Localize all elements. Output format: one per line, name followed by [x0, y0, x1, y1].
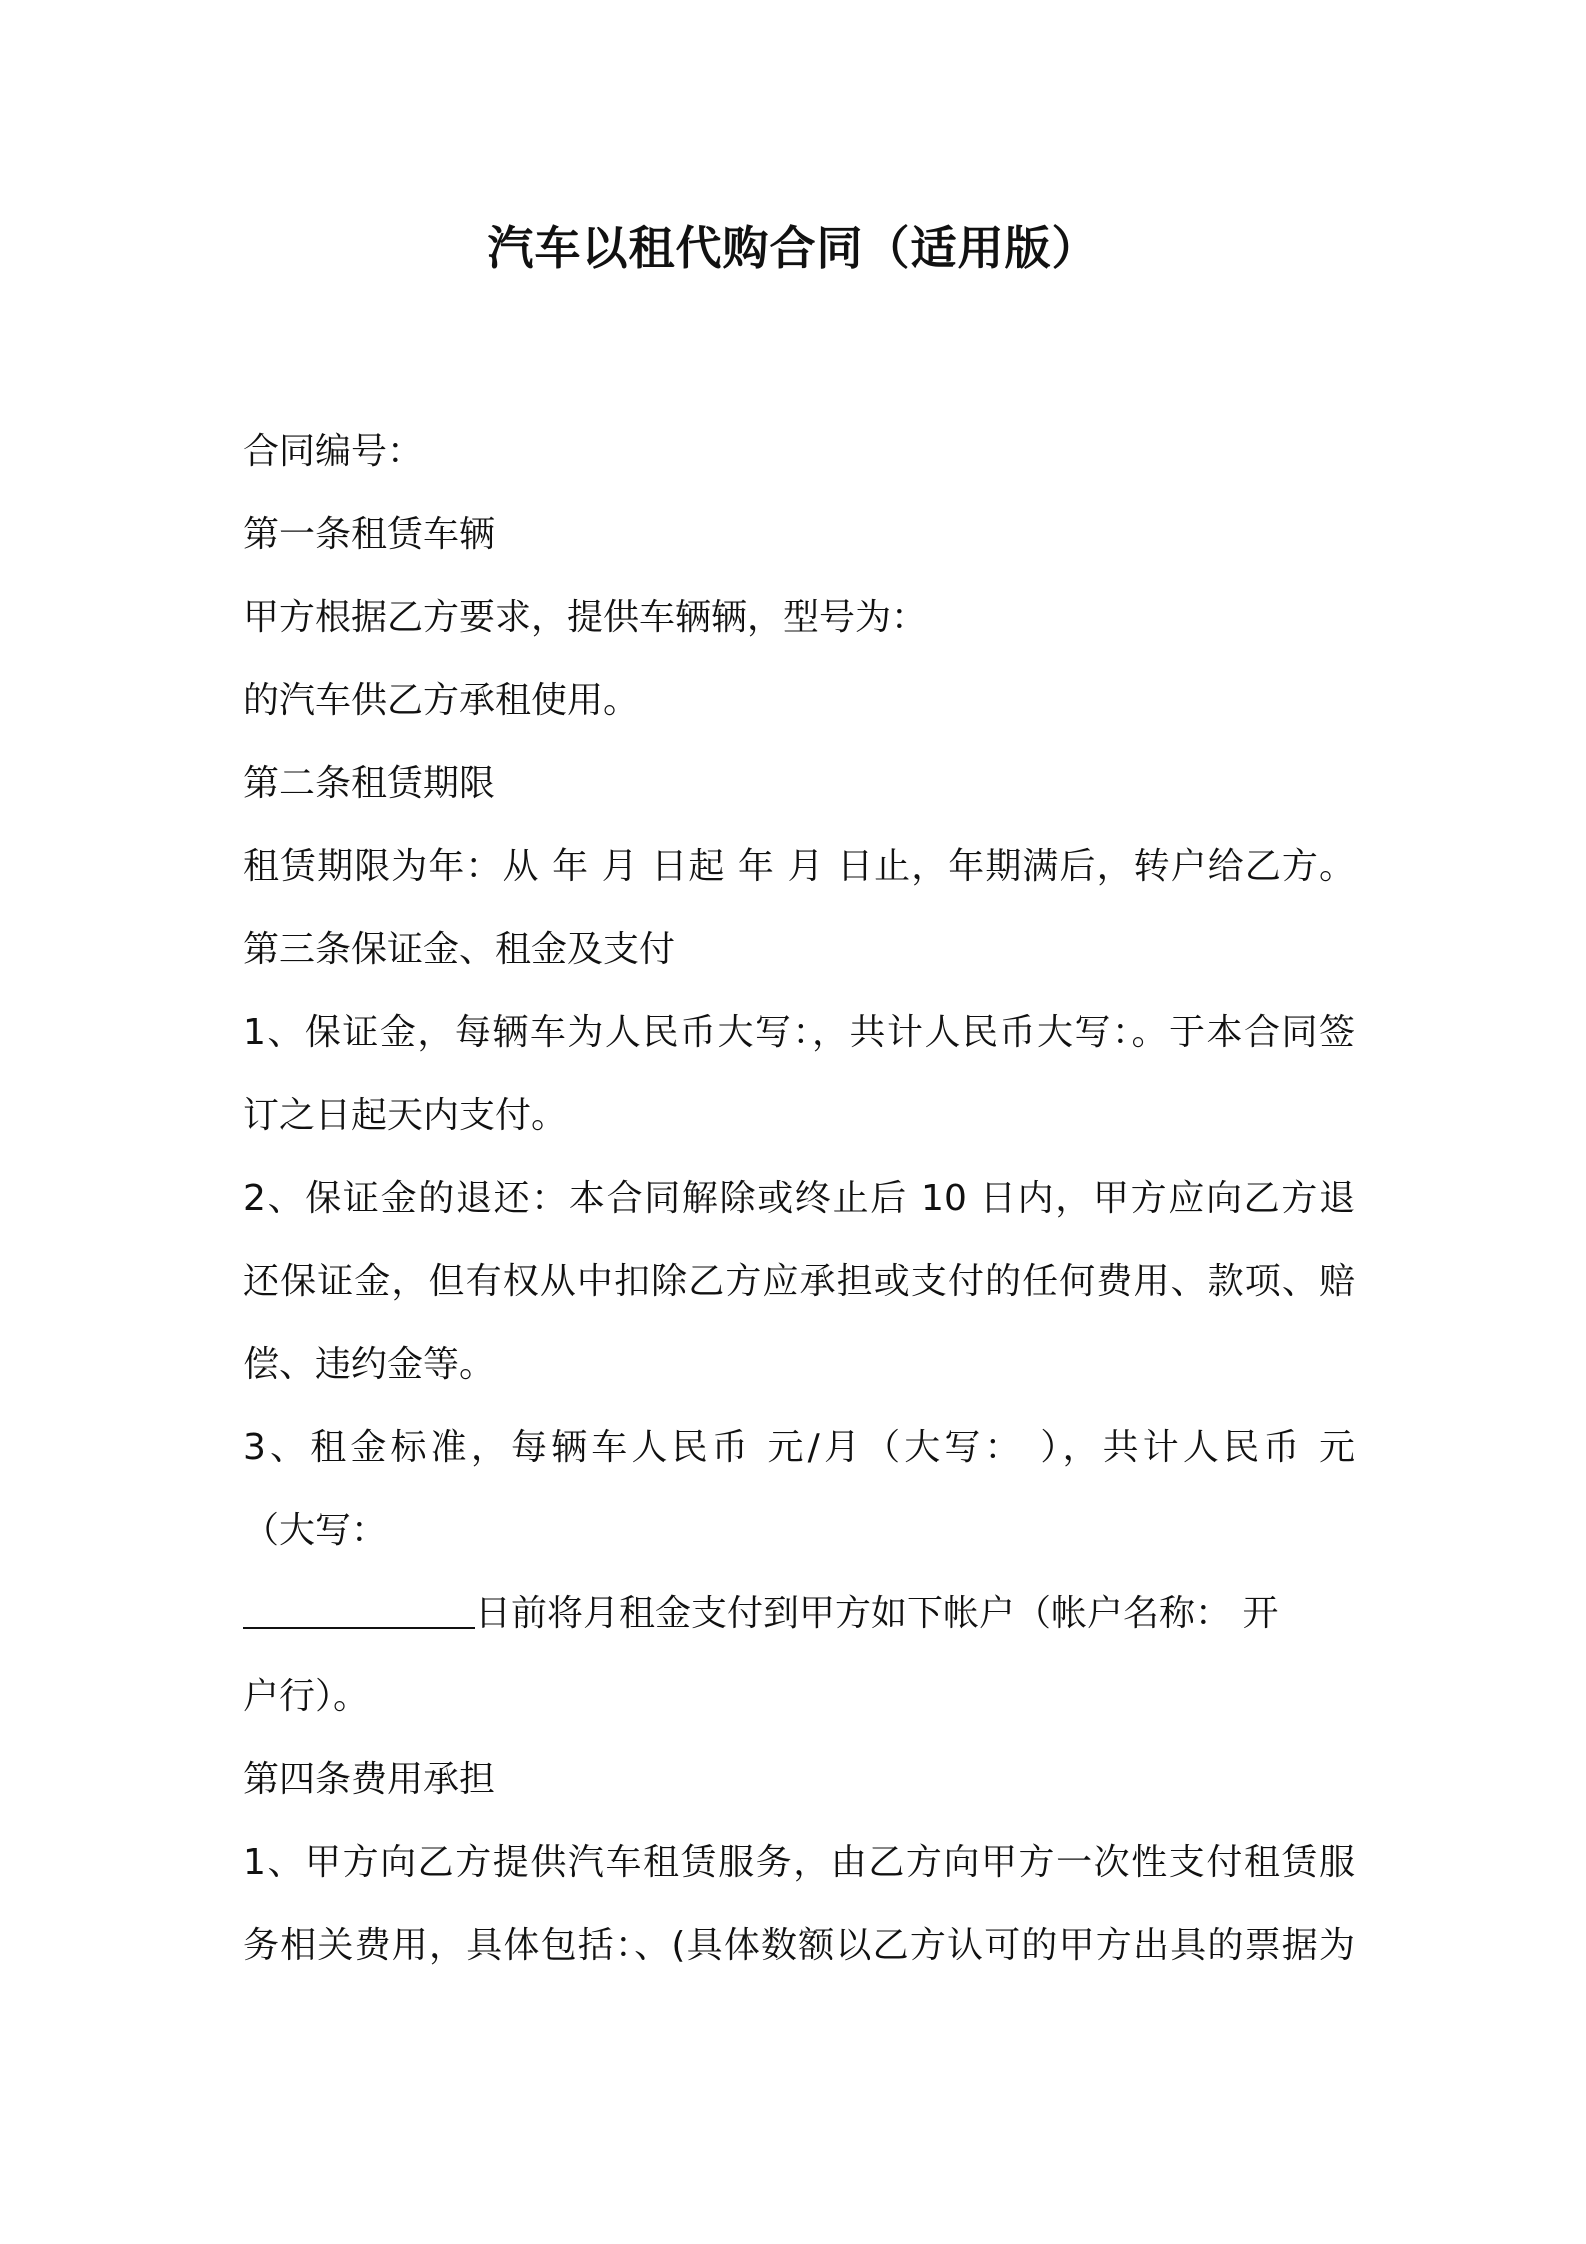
paragraph-text: 日前将月租金支付到甲方如下帐户（帐户名称： 开: [475, 1593, 1279, 1634]
paragraph-line: 租赁期限为年：从 年 月 日起 年 月 日止，年期满后，转户给乙方。: [243, 846, 1355, 887]
article-3-heading: 第三条保证金、租金及支付: [243, 929, 676, 970]
document-title: 汽车以租代购合同（适用版）: [487, 221, 1099, 275]
document-body: [243, 410, 1355, 1987]
contract-number-line: 合同编号：: [243, 431, 424, 472]
paragraph-line: 1、甲方向乙方提供汽车租赁服务，由乙方向甲方一次性支付租赁服: [243, 1842, 1355, 1883]
paragraph-line: 还保证金，但有权从中扣除乙方应承担或支付的任何费用、款项、赔: [243, 1261, 1355, 1302]
paragraph-line: 3、租金标准，每辆车人民币 元/月（大写： ），共计人民币 元: [243, 1427, 1355, 1468]
paragraph-line: 甲方根据乙方要求，提供车辆辆，型号为：: [243, 597, 928, 638]
paragraph-line: 务相关费用，具体包括：、(具体数额以乙方认可的甲方出具的票据为: [243, 1925, 1355, 1966]
paragraph-line-with-blank: [243, 1572, 1355, 1655]
paragraph-line: 订之日起天内支付。: [243, 1095, 568, 1136]
article-2-heading: 第二条租赁期限: [243, 763, 496, 804]
paragraph-line: 2、保证金的退还：本合同解除或终止后 10 日内，甲方应向乙方退: [243, 1178, 1355, 1219]
article-4-heading: 第四条费用承担: [243, 1759, 496, 1800]
paragraph-line: 户行）。: [243, 1676, 370, 1717]
paragraph-line: 的汽车供乙方承租使用。: [243, 680, 640, 721]
paragraph-line: 1、保证金，每辆车为人民币大写：，共计人民币大写：。于本合同签: [243, 1012, 1355, 1053]
paragraph-line: 偿、违约金等。: [243, 1344, 496, 1385]
article-1-heading: 第一条租赁车辆: [243, 514, 496, 555]
fill-in-blank: [243, 1587, 475, 1629]
paragraph-line: （大写：: [243, 1510, 388, 1551]
